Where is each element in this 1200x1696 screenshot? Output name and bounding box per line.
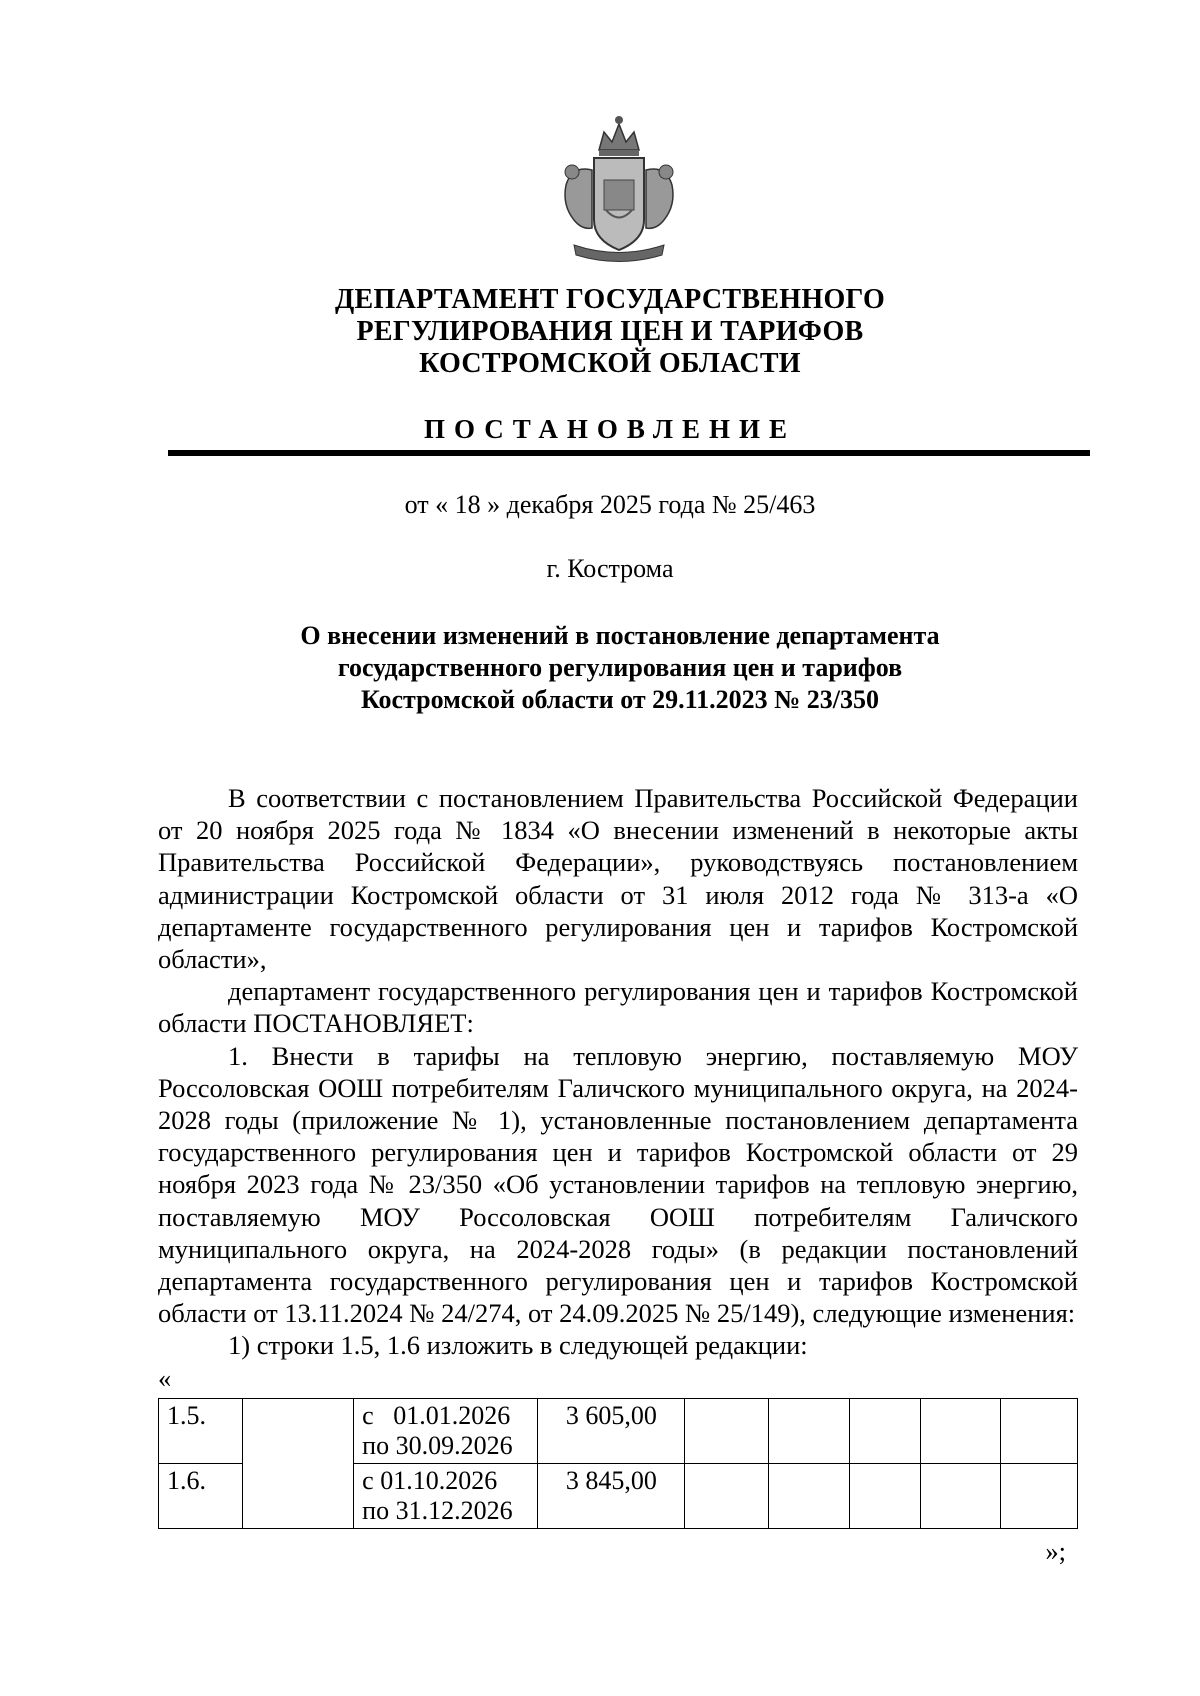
tariff-value: 3 605,00 [538, 1398, 685, 1463]
table-cell-empty [685, 1398, 769, 1463]
coat-of-arms-emblem [544, 110, 694, 270]
coat-of-arms-icon [544, 110, 694, 270]
table-cell-empty [769, 1463, 849, 1528]
header-line: РЕГУЛИРОВАНИЯ ЦЕН И ТАРИФОВ [356, 316, 864, 347]
subject-line: государственного регулирования цен и тарифов [337, 653, 903, 682]
department-header [160, 284, 1060, 380]
table-cell-empty [920, 1463, 1000, 1528]
paragraph-item-1: 1. Внести в тарифы на тепловую энергию, поставляемую МОУ Россоловская ООШ потребителям Галичского муниципального округа, на 2024-2028 годы (приложение № 1), установленные постановлением департамента государственного регулирования цен и тарифов Костромской области от 29 ноября 2023 года № 23/350 «Об установлении тарифов на тепловую энергию, поставляемую МОУ Россоловская ООШ потребителям Галичского муниципального округа, на 2024-2028 годы» (в редакции постановлений департамента государственного регулирования цен и тарифов Костромской области от 13.11.2024 № 24/274, от 24.09.2025 № 25/149), следующие изменения: [158, 1040, 1078, 1329]
period-from: с 01.10.2026 [362, 1465, 498, 1495]
table-cell-empty [685, 1463, 769, 1528]
period-cell [354, 1463, 538, 1528]
decree-date-number: от « 18 » декабря 2025 года № 25/463 [404, 490, 816, 519]
paragraph-preamble: В соответствии с постановлением Правительства Российской Федерации от 20 ноября 2025 года № 1834 «О внесении изменений в некоторые акты Правительства Российской Федерации», руководствуясь постановлением администрации Костромской области от 31 июля 2012 года № 313-а «О департаменте государственного регулирования цен и тарифов Костромской области», [158, 783, 1078, 975]
decree-title: ПОСТАНОВЛЕНИЕ [423, 414, 797, 444]
table-cell-empty [849, 1463, 920, 1528]
header-divider [168, 450, 1090, 456]
table-cell-empty [1001, 1463, 1078, 1528]
table-cell-empty [920, 1398, 1000, 1463]
table-row [159, 1398, 1078, 1463]
table-cell-empty [242, 1398, 354, 1528]
period-to: по 30.09.2026 [362, 1430, 513, 1460]
table-cell-empty [849, 1398, 920, 1463]
tariff-table [158, 1398, 1078, 1529]
header-line: ДЕПАРТАМЕНТ ГОСУДАРСТВЕННОГО [334, 284, 886, 315]
table-cell-empty [769, 1398, 849, 1463]
row-number: 1.6. [159, 1463, 243, 1528]
period-from: с 01.01.2026 [362, 1400, 511, 1430]
subject-line: О внесении изменений в постановление департамента [300, 621, 940, 650]
city-name: г. Кострома [546, 554, 674, 583]
row-number: 1.5. [159, 1398, 243, 1463]
open-quote: « [158, 1362, 172, 1393]
period-to: по 31.12.2026 [362, 1495, 513, 1525]
table-cell-empty [1001, 1398, 1078, 1463]
header-line: КОСТРОМСКОЙ ОБЛАСТИ [419, 348, 801, 379]
decree-body [158, 782, 1078, 1567]
paragraph-resolves: департамент государственного регулирования цен и тарифов Костромской области ПОСТАНОВЛЯЕТ: [158, 976, 1078, 1039]
subject-line: Костромской области от 29.11.2023 № 23/350 [360, 685, 880, 714]
decree-subject [180, 620, 1060, 716]
tariff-value: 3 845,00 [538, 1463, 685, 1528]
close-quote: »; [1045, 1535, 1066, 1566]
period-cell [354, 1398, 538, 1463]
paragraph-subitem-1: 1) строки 1.5, 1.6 изложить в следующей редакции: [228, 1330, 808, 1361]
